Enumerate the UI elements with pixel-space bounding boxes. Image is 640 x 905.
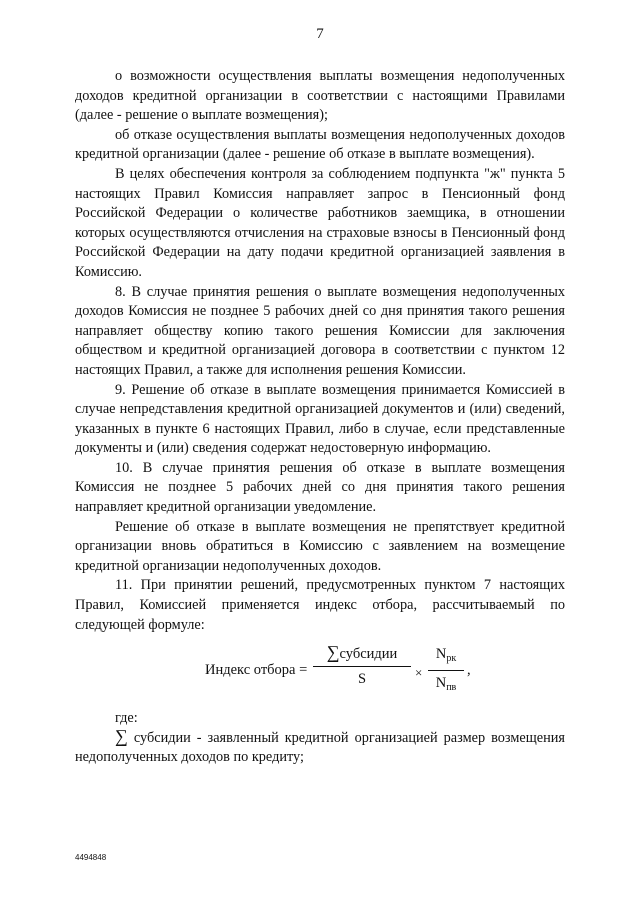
- paragraph-decision-payment: о возможности осуществления выплаты возмещения недополученных доходов кредитной организации в соответствии с настоящими Правилами (далее - решение о выплате возмещения);: [75, 68, 565, 124]
- n-symbol-bottom: N: [435, 674, 447, 691]
- formula-denominator: S: [357, 670, 367, 687]
- paragraph-8: 8. В случае принятия решения о выплате возмещения недополученных доходов Комиссия не позднее 5 рабочих дней со дня принятия такого решения направляет обществу копию такого решения Комиссии для заключения обществом и кредитной организацией договора в соответствии с пунктом 12 настоящих Правил, а также для исполнения решения Комиссии.: [75, 283, 565, 378]
- paragraph-control-request: В целях обеспечения контроля за соблюдением подпункта "ж" пункта 5 настоящих Правил Комиссия направляет запрос в Пенсионный фонд Российской Федерации о количестве работников заемщика, в отношении которых осуществляются отчисления на страховые взносы в Пенсионный фонд Российской Федерации на дату подачи кредитной организацией заявления в Комиссию.: [75, 165, 565, 280]
- formula-n-bottom: [428, 671, 464, 698]
- paragraph-11: 11. При принятии решений, предусмотренных пунктом 7 настоящих Правил, Комиссией применяется индекс отбора, рассчитываемый по следующей формуле:: [75, 577, 565, 633]
- definition-sum-symbol: ∑: [115, 725, 128, 746]
- formula-fraction-subsidy: [313, 642, 411, 689]
- paragraph-9: 9. Решение об отказе в выплате возмещения принимается Комиссией в случае непредставления кредитной организацией документов и (или) сведений, указанных в пункте 6 настоящих Правил, либо в случае, если представленные документы и (или) сведения содержат недостоверную информацию.: [75, 381, 565, 457]
- paragraph-refusal-not-obstacle: Решение об отказе в выплате возмещения не препятствует кредитной организации вновь обратиться в Комиссию с заявлением на возмещение кредитной организации недополученных доходов.: [75, 518, 565, 574]
- definition-text: субсидии - заявленный кредитной организацией размер возмещения недополученных доходов по кредиту;: [75, 729, 566, 766]
- paragraph-decision-refusal: об отказе осуществления выплаты возмещения недополученных доходов кредитной организации (далее - решение об отказе в выплате возмещения).: [75, 126, 565, 163]
- definition-subsidy: [75, 725, 566, 768]
- where-label: где:: [115, 710, 138, 727]
- n-bottom-subscript: пв: [446, 681, 457, 693]
- formula-comma: ,: [467, 662, 471, 679]
- formula-fraction-n: [428, 645, 464, 697]
- selection-index-formula: [75, 639, 565, 709]
- formula-label: Индекс отбора =: [205, 662, 308, 679]
- document-body: [75, 67, 565, 768]
- document-code: 4494848: [75, 853, 107, 862]
- formula-n-top: [428, 645, 464, 671]
- n-symbol-top: N: [435, 646, 447, 663]
- formula-numerator: [313, 642, 411, 667]
- n-top-subscript: рк: [446, 653, 457, 665]
- sum-symbol: ∑: [326, 642, 340, 663]
- formula-numerator-text: субсидии: [339, 646, 398, 663]
- page-number: 7: [316, 26, 324, 42]
- paragraph-10: 10. В случае принятия решения об отказе в выплате возмещения Комиссия не позднее 5 рабочих дней со дня принятия такого решения направляет кредитной организации уведомление.: [75, 459, 565, 516]
- multiply-sign: ×: [415, 665, 423, 681]
